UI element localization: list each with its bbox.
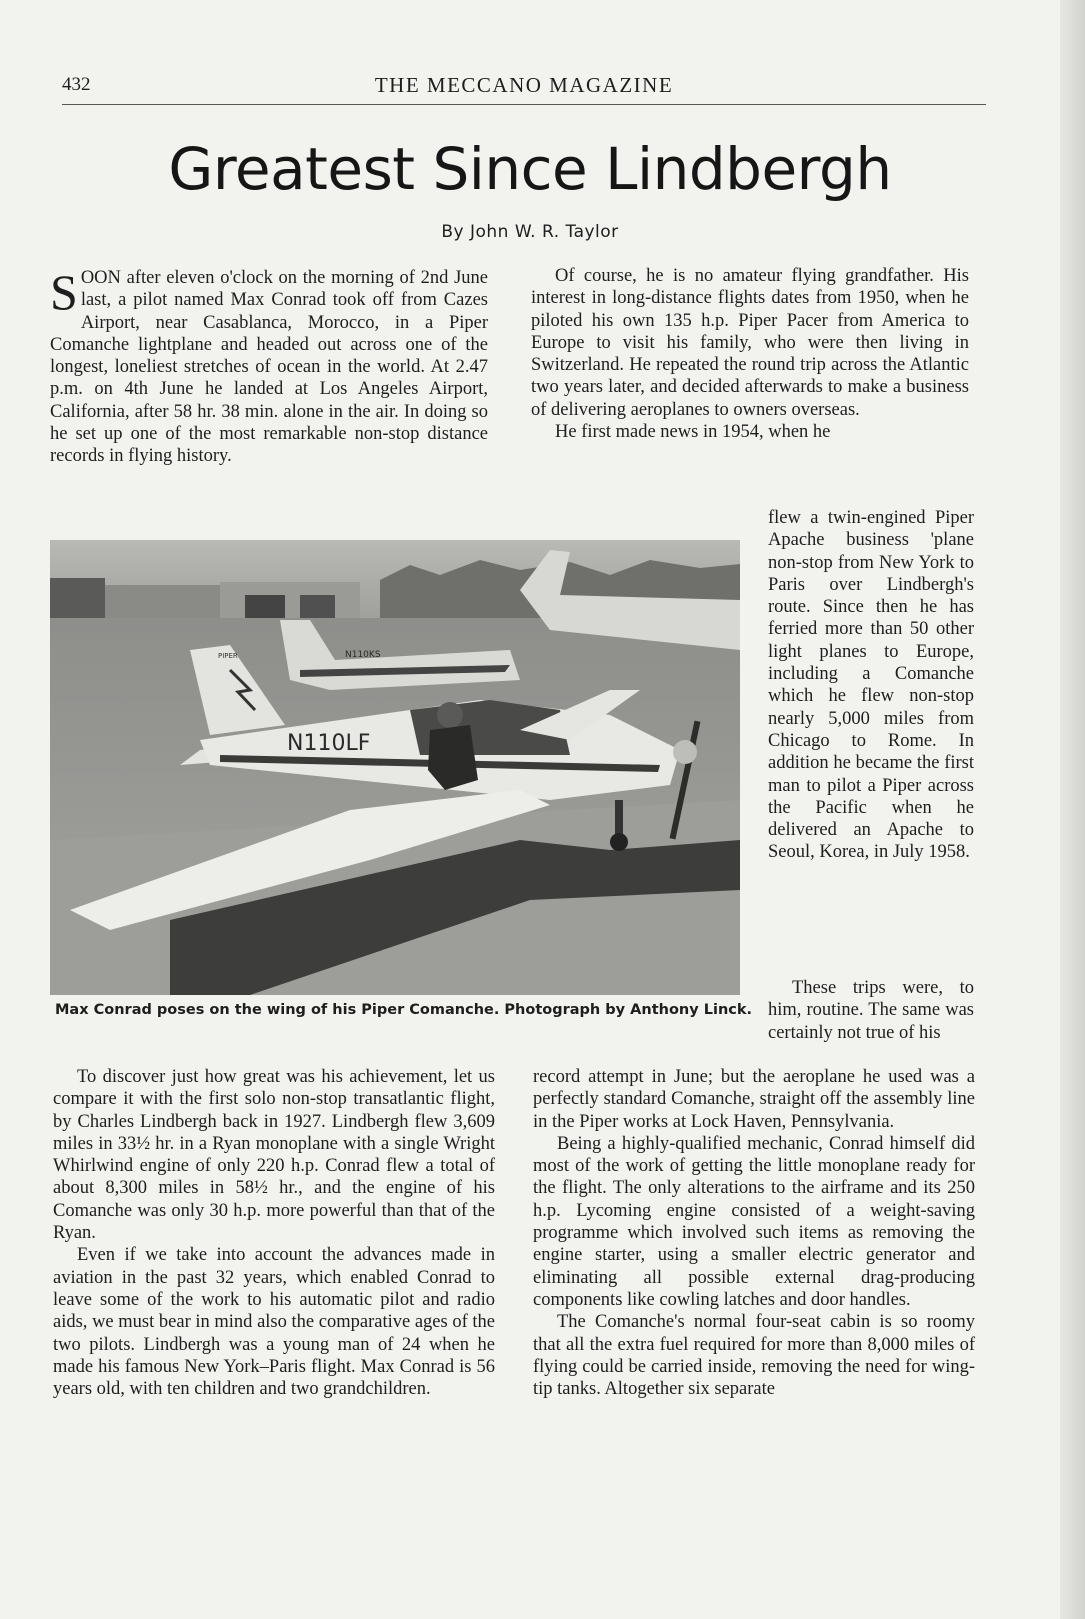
drop-cap: S	[50, 264, 78, 320]
piper-comanche-photo	[50, 540, 740, 995]
paragraph-first-news-side: flew a twin-engined Piper Apache business 'plane non-stop from New York to Paris over Lindbergh's route. Since then he has ferried more than 50 other light planes to Europe, including a Comanche which he flew non-stop nearly 5,000 miles from Chicago to Rome. In addition he became the first man to pilot a Piper across the Pacific when he delivered an Apache to Seoul, Korea, in July 1958.	[768, 508, 974, 863]
page-edge	[1060, 0, 1085, 1619]
paragraph-opening-text: OON after eleven o'clock on the morning of 2nd June last, a pilot named Max Conrad took off from Cazes Airport, near Casablanca, Morocco, in a Piper Comanche lightplane and headed out across one of the longest, loneliest stretches of ocean in the world. At 2.47 p.m. on 4th June he landed at Los Angeles Airport, California, after 58 hr. 38 min. alone in the air. In doing so he set up one of the most remarkable non-stop distance records in flying history.	[50, 268, 488, 467]
article-title: Greatest Since Lindbergh	[168, 135, 892, 203]
paragraph-preparation: Being a highly-qualified mechanic, Conrad himself did most of the work of getting the little monoplane ready for the flight. The only alterations to the airframe and its 250 h.p. Lycoming engine consisted of a weight-saving programme which involved such items as removing the engine starter, using a smaller electric generator and eliminating all possible external drag-producing components like cowling latches and door handles.	[533, 1133, 975, 1310]
paragraph-opening	[50, 264, 488, 468]
paragraph-ages: Even if we take into account the advances made in aviation in the past 32 years, which enabled Conrad to leave some of the work to his automatic pilot and radio aids, we must bear in mind also the comparative ages of the two pilots. Lindbergh was a young man of 24 when he made his famous New York–Paris flight. Max Conrad is 56 years old, with ten children and two grandchildren.	[53, 1245, 495, 1400]
registration-near: N110LF	[287, 731, 371, 756]
paragraph-routine-continued: record attempt in June; but the aeroplane he used was a perfectly standard Comanche, straight off the assembly line in the Piper works at Lock Haven, Pennsylvania.	[533, 1067, 975, 1132]
photo-caption: Max Conrad poses on the wing of his Piper Comanche. Photograph by Anthony Linck.	[55, 1002, 753, 1018]
column-2-top	[531, 265, 969, 443]
magazine-title: THE MECCANO MAGAZINE	[374, 73, 674, 97]
byline: By John W. R. Taylor	[441, 222, 619, 242]
paragraph-background: Of course, he is no amateur flying grandfather. His interest in long-distance flights dates from 1950, when he piloted his own 135 h.p. Piper Pacer from America to Europe to visit his family, who were then living in Switzerland. He repeated the round trip across the Atlantic two years later, and decided afterwards to make a business of delivering aeroplanes to owners overseas.	[531, 266, 969, 420]
paragraph-routine-side: These trips were, to him, routine. The same was certainly not true of his	[768, 978, 974, 1043]
paragraph-first-news-start: He first made news in 1954, when he	[555, 422, 831, 443]
page-number: 432	[62, 74, 91, 95]
paragraph-comparison: To discover just how great was his achievement, let us compare it with the first solo non-stop transatlantic flight, by Charles Lindbergh back in 1927. Lindbergh flew 3,609 miles in 33½ hr. in a Ryan monoplane with a single Wright Whirlwind engine of only 220 h.p. Conrad flew a total of about 8,300 miles in 58½ hr., and the engine of his Comanche was only 30 h.p. more powerful than that of the Ryan.	[53, 1067, 495, 1244]
column-2-bottom	[533, 1066, 975, 1400]
tail-marking: PIPER	[218, 652, 238, 660]
paragraph-fuel: The Comanche's normal four-seat cabin is so roomy that all the extra fuel required for more than 8,000 miles of flying could be carried inside, removing the need for wing-tip tanks. Altogether six separate	[533, 1312, 975, 1400]
column-1-bottom	[53, 1066, 495, 1400]
page-header	[62, 74, 986, 105]
aircraft-photo	[50, 540, 740, 995]
registration-far: N110KS	[345, 650, 381, 660]
